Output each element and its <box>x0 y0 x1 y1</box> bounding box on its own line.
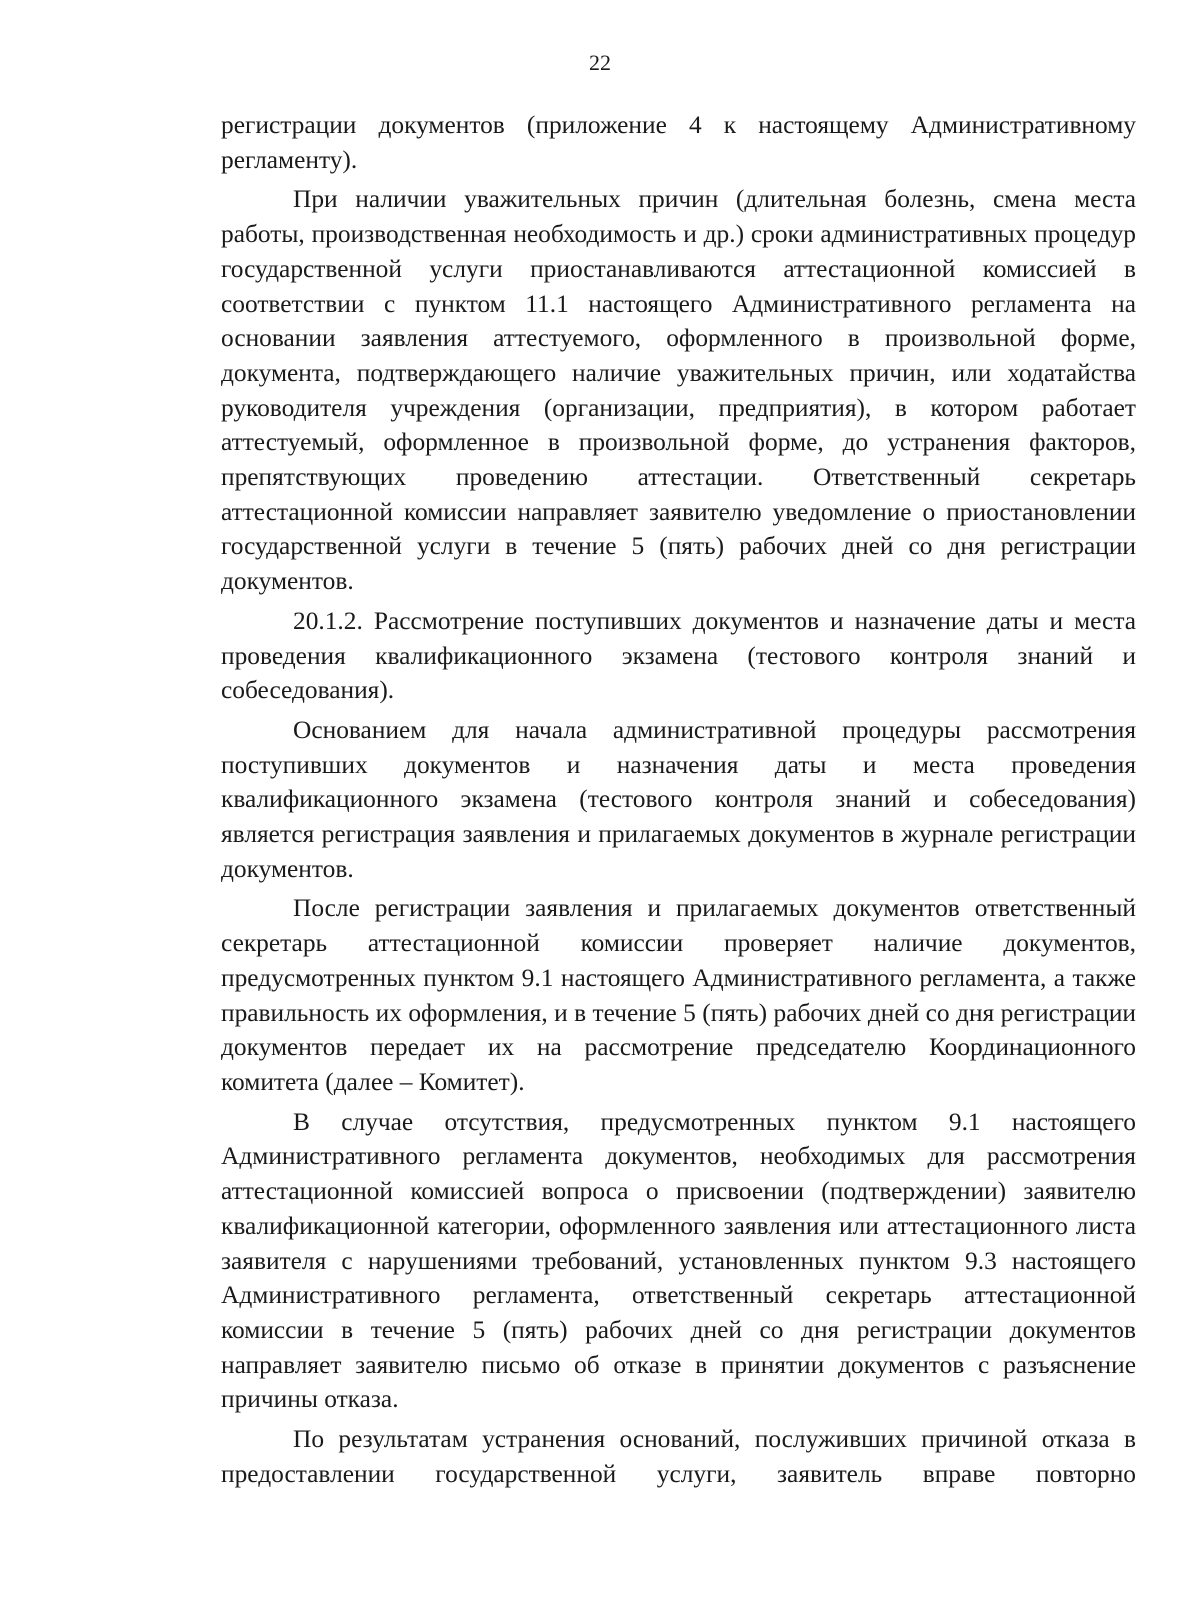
paragraph-5: После регистрации заявления и прилагаемых документов ответственный секретарь аттестационной комиссии проверяет наличие документов, предусмотренных пунктом 9.1 настоящего Административного регламента, а также правильность их оформления, и в течение 5 (пять) рабочих дней со дня регистрации документов передает их на рассмотрение председателю Координационного комитета (далее – Комитет). <box>221 894 1136 1096</box>
document-body <box>221 108 1136 1496</box>
paragraph-6: В случае отсутствия, предусмотренных пунктом 9.1 настоящего Административного регламента документов, необходимых для рассмотрения аттестационной комиссией вопроса о присвоении (подтверждении) заявителю квалификационной категории, оформленного заявления или аттестационного листа заявителя с нарушениями требований, установленных пунктом 9.3 настоящего Административного регламента, ответственный секретарь аттестационной комиссии в течение 5 (пять) рабочих дней со дня регистрации документов направляет заявителю письмо об отказе в принятии документов с разъяснение причины отказа. <box>221 1107 1136 1414</box>
page-number: 22 <box>589 50 611 75</box>
paragraph-1: регистрации документов (приложение 4 к настоящему Административному регламенту). <box>221 111 1136 174</box>
paragraph-2: При наличии уважительных причин (длительная болезнь, смена места работы, производственная необходимость и др.) сроки административных процедур государственной услуги приостанавливаются аттестационной комиссией в соответствии с пунктом 11.1 настоящего Административного регламента на основании заявления аттестуемого, оформленного в произвольной форме, документа, подтверждающего наличие уважительных причин, или ходатайства руководителя учреждения (организации, предприятия), в котором работает аттестуемый, оформленное в произвольной форме, до устранения факторов, препятствующих проведению аттестации. Ответственный секретарь аттестационной комиссии направляет заявителю уведомление о приостановлении государственной услуги в течение 5 (пять) рабочих дней со дня регистрации документов. <box>221 185 1136 596</box>
paragraph-3: 20.1.2. Рассмотрение поступивших документов и назначение даты и места проведения квалификационного экзамена (тестового контроля знаний и собеседования). <box>221 606 1136 705</box>
paragraph-7: По результатам устранения оснований, послуживших причиной отказа в предоставлении государственной услуги, заявитель вправе повторно <box>221 1425 1136 1488</box>
paragraph-4: Основанием для начала административной процедуры рассмотрения поступивших документов и назначения даты и места проведения квалификационного экзамена (тестового контроля знаний и собеседования) является регистрация заявления и прилагаемых документов в журнале регистрации документов. <box>221 715 1136 883</box>
